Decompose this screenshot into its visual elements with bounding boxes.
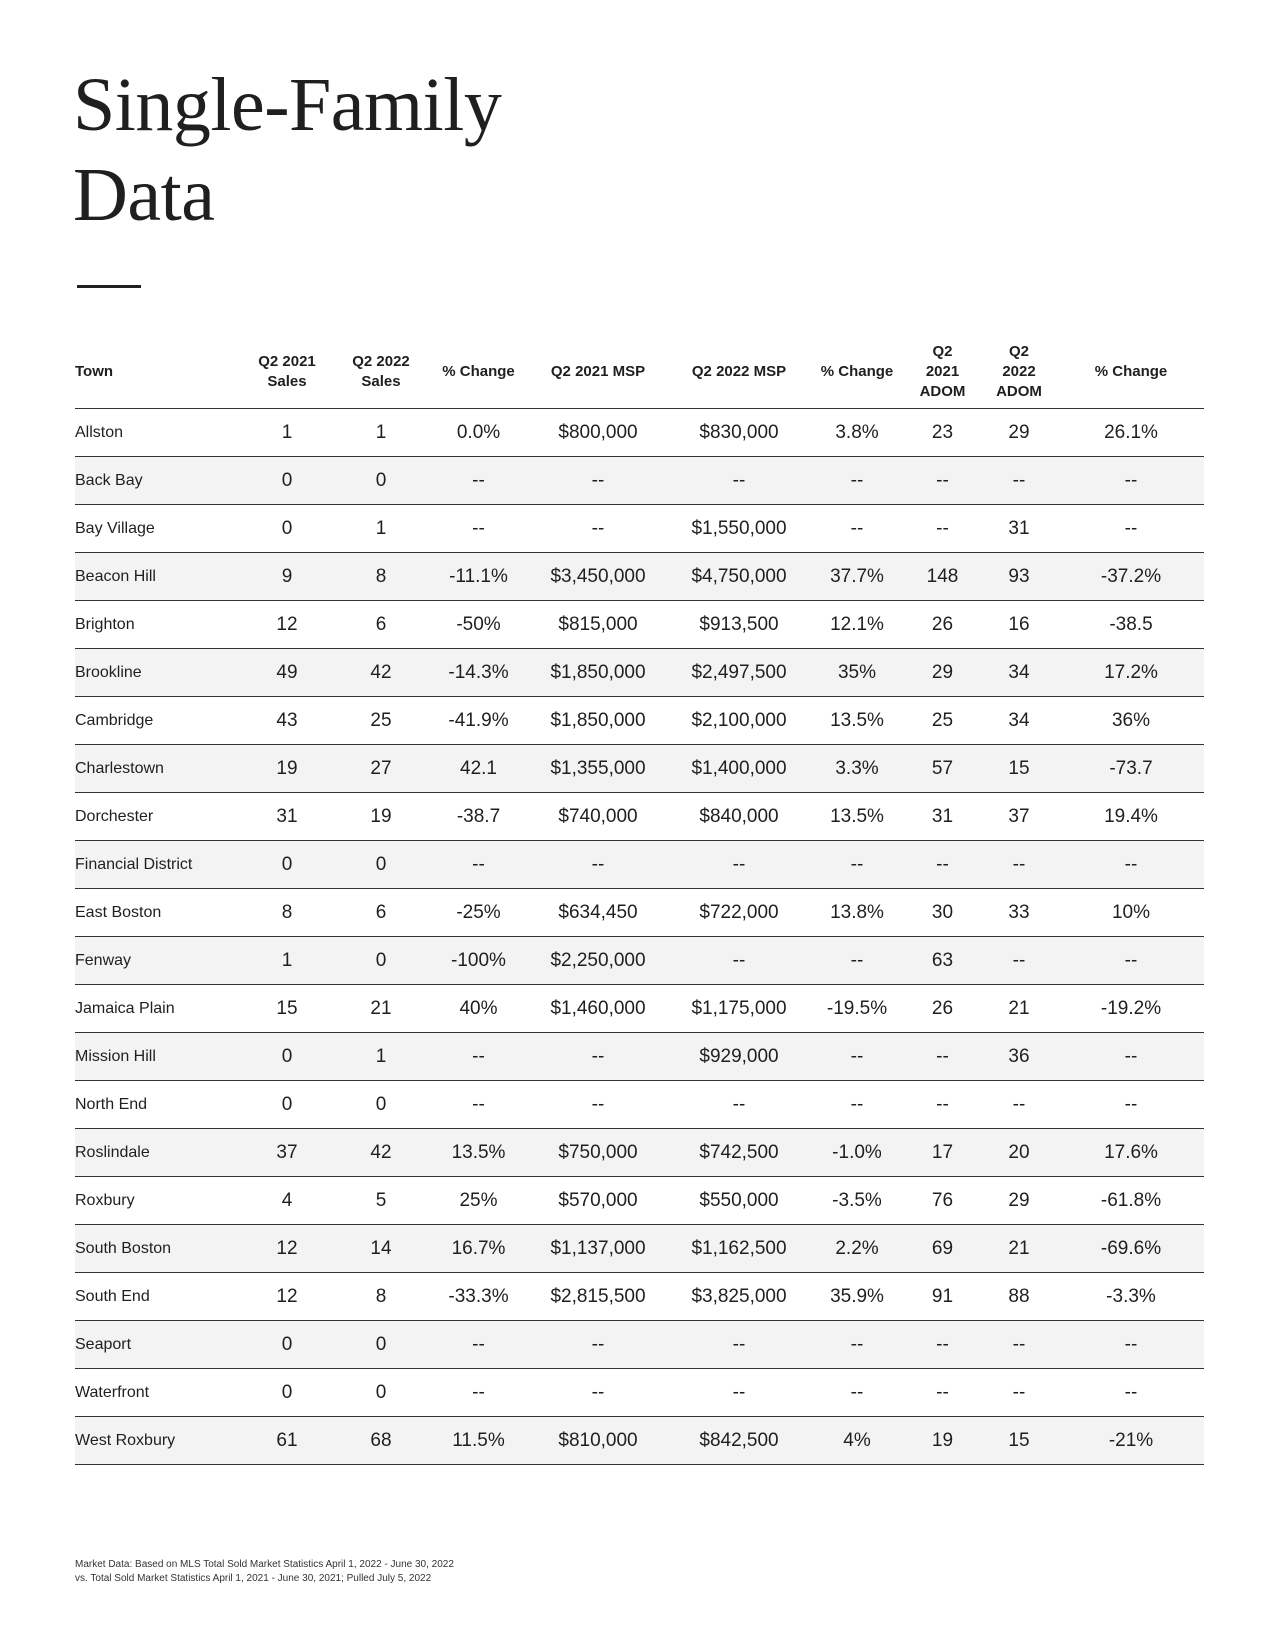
value-cell-sales-change: 40% <box>430 985 527 1033</box>
value-cell-q2-2021-msp: $1,850,000 <box>527 649 669 697</box>
value-cell-q2-2022-adom: 34 <box>980 697 1058 745</box>
value-cell-q2-2022-msp: -- <box>669 1369 809 1417</box>
value-cell-q2-2022-adom: -- <box>980 457 1058 505</box>
value-cell-q2-2022-adom: 93 <box>980 553 1058 601</box>
value-cell-adom-change: 26.1% <box>1058 409 1204 457</box>
value-cell-q2-2021-msp: -- <box>527 841 669 889</box>
value-cell-q2-2022-msp: $2,497,500 <box>669 649 809 697</box>
value-cell-sales-change: 13.5% <box>430 1129 527 1177</box>
value-cell-q2-2021-msp: $1,355,000 <box>527 745 669 793</box>
value-cell-q2-2021-msp: $750,000 <box>527 1129 669 1177</box>
value-cell-q2-2022-adom: 21 <box>980 985 1058 1033</box>
value-cell-q2-2021-adom: 63 <box>905 937 980 985</box>
table-row <box>75 601 1204 649</box>
value-cell-adom-change: -61.8% <box>1058 1177 1204 1225</box>
value-cell-q2-2022-sales: 8 <box>332 1273 430 1321</box>
value-cell-adom-change: -- <box>1058 937 1204 985</box>
value-cell-q2-2022-adom: 29 <box>980 1177 1058 1225</box>
table-row <box>75 793 1204 841</box>
value-cell-q2-2022-sales: 0 <box>332 1081 430 1129</box>
town-cell: Cambridge <box>75 697 242 745</box>
value-cell-q2-2022-sales: 1 <box>332 1033 430 1081</box>
value-cell-q2-2021-adom: 29 <box>905 649 980 697</box>
value-cell-q2-2022-sales: 0 <box>332 1321 430 1369</box>
column-header-text: % Change <box>1094 363 1168 380</box>
value-cell-q2-2021-sales: 0 <box>242 841 332 889</box>
column-header-text: Q2 <box>932 343 953 360</box>
town-cell: Charlestown <box>75 745 242 793</box>
value-cell-q2-2022-msp: $913,500 <box>669 601 809 649</box>
value-cell-q2-2021-msp: $1,850,000 <box>527 697 669 745</box>
value-cell-q2-2021-sales: 49 <box>242 649 332 697</box>
table-row <box>75 1129 1204 1177</box>
column-header-q2-2021-adom <box>905 336 980 409</box>
value-cell-sales-change: 16.7% <box>430 1225 527 1273</box>
value-cell-q2-2022-sales: 42 <box>332 649 430 697</box>
value-cell-q2-2021-msp: $1,137,000 <box>527 1225 669 1273</box>
value-cell-q2-2021-msp: -- <box>527 505 669 553</box>
value-cell-adom-change: 17.2% <box>1058 649 1204 697</box>
table-row <box>75 457 1204 505</box>
value-cell-q2-2021-sales: 43 <box>242 697 332 745</box>
footnote-line-2: vs. Total Sold Market Statistics April 1, 2021 - June 30, 2021; Pulled July 5, 2022 <box>75 1573 432 1584</box>
value-cell-q2-2021-adom: -- <box>905 1081 980 1129</box>
value-cell-sales-change: -25% <box>430 889 527 937</box>
value-cell-adom-change: -- <box>1058 1321 1204 1369</box>
value-cell-q2-2021-adom: -- <box>905 841 980 889</box>
table-row <box>75 889 1204 937</box>
value-cell-q2-2021-msp: $815,000 <box>527 601 669 649</box>
table-header-row <box>75 336 1204 409</box>
value-cell-q2-2021-adom: 23 <box>905 409 980 457</box>
town-cell: Jamaica Plain <box>75 985 242 1033</box>
column-header-q2-2022-sales <box>332 336 430 409</box>
table-row <box>75 1321 1204 1369</box>
value-cell-sales-change: -33.3% <box>430 1273 527 1321</box>
value-cell-q2-2022-sales: 6 <box>332 889 430 937</box>
value-cell-adom-change: -- <box>1058 505 1204 553</box>
value-cell-q2-2022-sales: 21 <box>332 985 430 1033</box>
value-cell-q2-2021-sales: 0 <box>242 1321 332 1369</box>
value-cell-q2-2022-sales: 0 <box>332 841 430 889</box>
value-cell-sales-change: -- <box>430 505 527 553</box>
table-row <box>75 505 1204 553</box>
town-cell: Brighton <box>75 601 242 649</box>
table-row <box>75 697 1204 745</box>
value-cell-adom-change: -69.6% <box>1058 1225 1204 1273</box>
value-cell-q2-2021-adom: 57 <box>905 745 980 793</box>
value-cell-q2-2021-adom: 148 <box>905 553 980 601</box>
column-header-adom-change <box>1058 336 1204 409</box>
town-cell: Seaport <box>75 1321 242 1369</box>
value-cell-sales-change: -50% <box>430 601 527 649</box>
value-cell-adom-change: -- <box>1058 1369 1204 1417</box>
column-header-q2-2021-msp <box>527 336 669 409</box>
value-cell-q2-2022-adom: 15 <box>980 745 1058 793</box>
value-cell-q2-2021-msp: $634,450 <box>527 889 669 937</box>
column-header-text: Q2 2021 MSP <box>550 363 646 380</box>
value-cell-q2-2021-sales: 1 <box>242 937 332 985</box>
value-cell-msp-change: 2.2% <box>809 1225 905 1273</box>
table-body <box>75 409 1204 1465</box>
title-divider <box>77 285 141 288</box>
value-cell-adom-change: -3.3% <box>1058 1273 1204 1321</box>
table-row <box>75 1369 1204 1417</box>
value-cell-sales-change: 25% <box>430 1177 527 1225</box>
value-cell-adom-change: 17.6% <box>1058 1129 1204 1177</box>
town-cell: Brookline <box>75 649 242 697</box>
value-cell-q2-2021-sales: 19 <box>242 745 332 793</box>
value-cell-q2-2022-adom: 36 <box>980 1033 1058 1081</box>
value-cell-q2-2022-msp: $830,000 <box>669 409 809 457</box>
column-header-text: Sales <box>267 373 307 390</box>
page-title <box>73 60 501 240</box>
table-row <box>75 1081 1204 1129</box>
column-header-text: ADOM <box>919 383 966 400</box>
value-cell-msp-change: 35% <box>809 649 905 697</box>
value-cell-q2-2022-msp: -- <box>669 841 809 889</box>
value-cell-q2-2022-msp: $840,000 <box>669 793 809 841</box>
value-cell-q2-2022-sales: 1 <box>332 409 430 457</box>
column-header-msp-change <box>809 336 905 409</box>
value-cell-q2-2021-adom: 26 <box>905 985 980 1033</box>
value-cell-adom-change: -37.2% <box>1058 553 1204 601</box>
table-row <box>75 841 1204 889</box>
value-cell-sales-change: -41.9% <box>430 697 527 745</box>
value-cell-adom-change: -- <box>1058 1033 1204 1081</box>
town-cell: Waterfront <box>75 1369 242 1417</box>
table-row <box>75 1417 1204 1465</box>
value-cell-q2-2022-sales: 0 <box>332 1369 430 1417</box>
table-row <box>75 985 1204 1033</box>
value-cell-q2-2022-msp: -- <box>669 457 809 505</box>
value-cell-q2-2021-sales: 8 <box>242 889 332 937</box>
town-cell: South End <box>75 1273 242 1321</box>
column-header-text: ADOM <box>996 383 1042 400</box>
value-cell-msp-change: 13.5% <box>809 793 905 841</box>
value-cell-sales-change: -14.3% <box>430 649 527 697</box>
value-cell-q2-2021-msp: $1,460,000 <box>527 985 669 1033</box>
value-cell-q2-2022-msp: $742,500 <box>669 1129 809 1177</box>
value-cell-q2-2021-adom: -- <box>905 1369 980 1417</box>
value-cell-q2-2022-adom: 88 <box>980 1273 1058 1321</box>
value-cell-msp-change: -- <box>809 937 905 985</box>
value-cell-q2-2021-adom: 26 <box>905 601 980 649</box>
value-cell-q2-2022-sales: 5 <box>332 1177 430 1225</box>
value-cell-q2-2021-sales: 0 <box>242 1081 332 1129</box>
town-cell: Dorchester <box>75 793 242 841</box>
value-cell-msp-change: -- <box>809 457 905 505</box>
value-cell-q2-2021-adom: -- <box>905 457 980 505</box>
value-cell-q2-2022-sales: 27 <box>332 745 430 793</box>
value-cell-sales-change: 11.5% <box>430 1417 527 1465</box>
value-cell-msp-change: -3.5% <box>809 1177 905 1225</box>
value-cell-msp-change: 3.3% <box>809 745 905 793</box>
value-cell-q2-2021-msp: $2,250,000 <box>527 937 669 985</box>
value-cell-q2-2021-sales: 31 <box>242 793 332 841</box>
value-cell-q2-2021-adom: 91 <box>905 1273 980 1321</box>
town-cell: Roxbury <box>75 1177 242 1225</box>
value-cell-q2-2021-msp: -- <box>527 1033 669 1081</box>
value-cell-q2-2022-msp: $3,825,000 <box>669 1273 809 1321</box>
value-cell-q2-2022-msp: -- <box>669 1081 809 1129</box>
town-cell: Fenway <box>75 937 242 985</box>
value-cell-msp-change: 37.7% <box>809 553 905 601</box>
column-header-text: 2022 <box>1002 363 1036 380</box>
value-cell-sales-change: -11.1% <box>430 553 527 601</box>
table-row <box>75 1033 1204 1081</box>
column-header-text: Q2 <box>1008 343 1029 360</box>
value-cell-q2-2022-adom: -- <box>980 1321 1058 1369</box>
table-row <box>75 649 1204 697</box>
value-cell-q2-2021-sales: 12 <box>242 1225 332 1273</box>
value-cell-q2-2022-msp: $550,000 <box>669 1177 809 1225</box>
column-header-q2-2022-adom <box>980 336 1058 409</box>
value-cell-q2-2021-sales: 12 <box>242 601 332 649</box>
value-cell-sales-change: -- <box>430 1321 527 1369</box>
value-cell-q2-2021-adom: 25 <box>905 697 980 745</box>
value-cell-q2-2022-adom: -- <box>980 937 1058 985</box>
footnote-line-1: Market Data: Based on MLS Total Sold Market Statistics April 1, 2022 - June 30, 2022 <box>75 1559 454 1570</box>
value-cell-msp-change: -- <box>809 1081 905 1129</box>
value-cell-q2-2021-adom: 69 <box>905 1225 980 1273</box>
value-cell-msp-change: -- <box>809 1369 905 1417</box>
value-cell-q2-2022-msp: $2,100,000 <box>669 697 809 745</box>
value-cell-q2-2021-adom: -- <box>905 505 980 553</box>
value-cell-msp-change: -19.5% <box>809 985 905 1033</box>
value-cell-msp-change: 35.9% <box>809 1273 905 1321</box>
column-header-text: Town <box>75 363 114 380</box>
value-cell-q2-2022-adom: 34 <box>980 649 1058 697</box>
value-cell-q2-2022-sales: 6 <box>332 601 430 649</box>
value-cell-q2-2021-msp: $570,000 <box>527 1177 669 1225</box>
value-cell-sales-change: -- <box>430 1081 527 1129</box>
value-cell-q2-2021-adom: 19 <box>905 1417 980 1465</box>
value-cell-q2-2022-adom: 37 <box>980 793 1058 841</box>
value-cell-sales-change: 42.1 <box>430 745 527 793</box>
value-cell-q2-2021-adom: 76 <box>905 1177 980 1225</box>
value-cell-q2-2021-adom: 17 <box>905 1129 980 1177</box>
column-header-town <box>75 336 242 409</box>
column-header-text: % Change <box>820 363 894 380</box>
value-cell-q2-2022-adom: 33 <box>980 889 1058 937</box>
value-cell-msp-change: 12.1% <box>809 601 905 649</box>
value-cell-q2-2021-sales: 0 <box>242 505 332 553</box>
town-cell: North End <box>75 1081 242 1129</box>
value-cell-msp-change: 13.5% <box>809 697 905 745</box>
value-cell-q2-2021-sales: 61 <box>242 1417 332 1465</box>
value-cell-q2-2022-adom: 16 <box>980 601 1058 649</box>
value-cell-q2-2022-msp: $929,000 <box>669 1033 809 1081</box>
town-cell: East Boston <box>75 889 242 937</box>
column-header-q2-2022-msp <box>669 336 809 409</box>
table-row <box>75 1177 1204 1225</box>
town-cell: Mission Hill <box>75 1033 242 1081</box>
value-cell-q2-2022-msp: $1,550,000 <box>669 505 809 553</box>
value-cell-sales-change: 0.0% <box>430 409 527 457</box>
value-cell-q2-2022-msp: $1,162,500 <box>669 1225 809 1273</box>
value-cell-q2-2021-sales: 0 <box>242 1369 332 1417</box>
value-cell-q2-2021-sales: 12 <box>242 1273 332 1321</box>
town-cell: Financial District <box>75 841 242 889</box>
value-cell-sales-change: -100% <box>430 937 527 985</box>
value-cell-q2-2021-sales: 15 <box>242 985 332 1033</box>
value-cell-q2-2022-sales: 1 <box>332 505 430 553</box>
value-cell-q2-2022-adom: -- <box>980 841 1058 889</box>
value-cell-adom-change: -19.2% <box>1058 985 1204 1033</box>
footnote <box>75 1558 454 1586</box>
page-title-line-2: Data <box>73 153 215 237</box>
value-cell-q2-2021-sales: 0 <box>242 1033 332 1081</box>
value-cell-q2-2021-sales: 9 <box>242 553 332 601</box>
value-cell-q2-2022-sales: 25 <box>332 697 430 745</box>
value-cell-q2-2021-msp: $800,000 <box>527 409 669 457</box>
column-header-q2-2021-sales <box>242 336 332 409</box>
value-cell-q2-2022-msp: $4,750,000 <box>669 553 809 601</box>
value-cell-adom-change: -73.7 <box>1058 745 1204 793</box>
value-cell-q2-2022-msp: -- <box>669 937 809 985</box>
page-title-line-1: Single-Family <box>73 63 502 147</box>
value-cell-q2-2021-msp: -- <box>527 1369 669 1417</box>
value-cell-adom-change: -21% <box>1058 1417 1204 1465</box>
column-header-text: 2021 <box>925 363 960 380</box>
value-cell-adom-change: 19.4% <box>1058 793 1204 841</box>
value-cell-msp-change: -- <box>809 841 905 889</box>
value-cell-q2-2022-sales: 14 <box>332 1225 430 1273</box>
value-cell-q2-2022-sales: 68 <box>332 1417 430 1465</box>
town-cell: Allston <box>75 409 242 457</box>
value-cell-msp-change: -- <box>809 1033 905 1081</box>
table-row <box>75 745 1204 793</box>
value-cell-q2-2021-msp: $2,815,500 <box>527 1273 669 1321</box>
value-cell-q2-2021-msp: -- <box>527 1081 669 1129</box>
town-cell: West Roxbury <box>75 1417 242 1465</box>
value-cell-q2-2022-adom: 21 <box>980 1225 1058 1273</box>
value-cell-q2-2022-adom: 31 <box>980 505 1058 553</box>
column-header-text: Q2 2021 <box>258 353 316 370</box>
value-cell-q2-2022-adom: -- <box>980 1081 1058 1129</box>
value-cell-q2-2022-sales: 19 <box>332 793 430 841</box>
value-cell-q2-2022-sales: 42 <box>332 1129 430 1177</box>
value-cell-q2-2021-msp: $740,000 <box>527 793 669 841</box>
column-header-text: Sales <box>361 373 401 390</box>
value-cell-q2-2022-sales: 0 <box>332 457 430 505</box>
table-row <box>75 937 1204 985</box>
table-row <box>75 1273 1204 1321</box>
column-header-text: Q2 2022 <box>352 353 410 370</box>
value-cell-msp-change: -- <box>809 1321 905 1369</box>
table-row <box>75 409 1204 457</box>
value-cell-q2-2022-msp: $1,400,000 <box>669 745 809 793</box>
value-cell-msp-change: -1.0% <box>809 1129 905 1177</box>
column-header-text: % Change <box>442 363 515 380</box>
value-cell-sales-change: -- <box>430 457 527 505</box>
table-row <box>75 1225 1204 1273</box>
value-cell-q2-2022-msp: $722,000 <box>669 889 809 937</box>
value-cell-q2-2021-sales: 0 <box>242 457 332 505</box>
column-header-text: Q2 2022 MSP <box>691 363 787 380</box>
value-cell-adom-change: 36% <box>1058 697 1204 745</box>
value-cell-q2-2021-sales: 1 <box>242 409 332 457</box>
value-cell-msp-change: 3.8% <box>809 409 905 457</box>
value-cell-q2-2021-msp: -- <box>527 1321 669 1369</box>
value-cell-q2-2021-adom: -- <box>905 1321 980 1369</box>
value-cell-adom-change: -- <box>1058 841 1204 889</box>
value-cell-sales-change: -38.7 <box>430 793 527 841</box>
value-cell-msp-change: 4% <box>809 1417 905 1465</box>
value-cell-msp-change: -- <box>809 505 905 553</box>
value-cell-q2-2022-adom: 20 <box>980 1129 1058 1177</box>
column-header-sales-change <box>430 336 527 409</box>
town-cell: Bay Village <box>75 505 242 553</box>
value-cell-q2-2021-msp: $3,450,000 <box>527 553 669 601</box>
value-cell-q2-2022-adom: 15 <box>980 1417 1058 1465</box>
value-cell-q2-2021-adom: 30 <box>905 889 980 937</box>
value-cell-q2-2022-msp: $842,500 <box>669 1417 809 1465</box>
value-cell-q2-2021-adom: -- <box>905 1033 980 1081</box>
single-family-data-table <box>75 336 1204 1465</box>
value-cell-q2-2022-msp: -- <box>669 1321 809 1369</box>
value-cell-q2-2022-msp: $1,175,000 <box>669 985 809 1033</box>
value-cell-q2-2021-adom: 31 <box>905 793 980 841</box>
value-cell-adom-change: -- <box>1058 1081 1204 1129</box>
value-cell-sales-change: -- <box>430 1369 527 1417</box>
value-cell-q2-2022-adom: -- <box>980 1369 1058 1417</box>
value-cell-sales-change: -- <box>430 1033 527 1081</box>
value-cell-sales-change: -- <box>430 841 527 889</box>
value-cell-q2-2022-adom: 29 <box>980 409 1058 457</box>
town-cell: Roslindale <box>75 1129 242 1177</box>
value-cell-q2-2021-sales: 37 <box>242 1129 332 1177</box>
town-cell: Back Bay <box>75 457 242 505</box>
value-cell-adom-change: -- <box>1058 457 1204 505</box>
value-cell-q2-2021-sales: 4 <box>242 1177 332 1225</box>
town-cell: Beacon Hill <box>75 553 242 601</box>
value-cell-q2-2022-sales: 0 <box>332 937 430 985</box>
town-cell: South Boston <box>75 1225 242 1273</box>
value-cell-q2-2021-msp: $810,000 <box>527 1417 669 1465</box>
value-cell-adom-change: 10% <box>1058 889 1204 937</box>
value-cell-msp-change: 13.8% <box>809 889 905 937</box>
value-cell-q2-2021-msp: -- <box>527 457 669 505</box>
value-cell-q2-2022-sales: 8 <box>332 553 430 601</box>
table-row <box>75 553 1204 601</box>
value-cell-adom-change: -38.5 <box>1058 601 1204 649</box>
